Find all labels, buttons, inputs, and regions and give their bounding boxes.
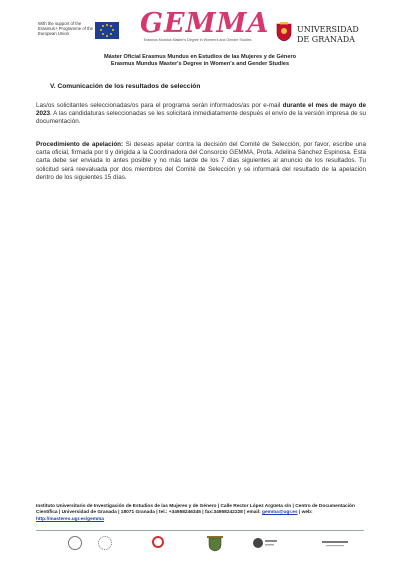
ugr-crest-icon bbox=[275, 22, 293, 42]
partner-crest-icon bbox=[205, 536, 225, 552]
partner-wordmark-icon bbox=[322, 536, 348, 550]
footer-address-text: Instituto Universitario de Investigación de Estudios de las Mujeres y de Género | Calle Rector López Argüeta s/n | Centro de Documentación Científica | Universidad de Granada | 18071 Granada | tel.: +34958246345 | fax:34958242228 | email: bbox=[36, 504, 355, 516]
partner-logo-2 bbox=[98, 536, 112, 552]
footer-web-label: | web: bbox=[297, 510, 313, 516]
partner-logo-6 bbox=[322, 536, 348, 552]
footer-web-link[interactable]: http://masteres.ugr.es/gemma bbox=[36, 516, 104, 522]
footer-divider bbox=[36, 530, 364, 531]
partner-logo-3 bbox=[152, 536, 164, 552]
eu-flag-icon bbox=[95, 22, 119, 39]
partner-logo-5 bbox=[252, 536, 278, 552]
section-title: V. Comunicación de los resultados de selección bbox=[50, 83, 201, 90]
results-paragraph bbox=[36, 102, 366, 127]
ugr-name bbox=[297, 25, 359, 44]
appeal-label: Procedimiento de apelación: bbox=[36, 141, 124, 148]
appeal-text: Si deseas apelar contra la decisión del Comité de Selección, por favor, escribe una carta oficial, firmada por ti y dirigida a la Coordinadora del Consorcio GEMMA, Profa. Adelina Sánchez Espinosa. Esta carta debe ser enviada lo antes posible y no más tarde de los 7 días siguientes al anuncio de los resultados. Tu solicitud será reevaluada por dos miembros del Comité de Selección y se informará del resultado de la apelación dentro de los siguientes 15 días. bbox=[36, 141, 366, 181]
header-title-en: Erasmus Mundus Master's Degree in Women's and Gender Studies bbox=[110, 60, 290, 67]
gemma-logo-word: GEMMA bbox=[140, 8, 270, 39]
eu-support-text: With the support of the Erasmus+ Programme of the European Union bbox=[38, 21, 94, 37]
partner-dots-icon bbox=[98, 536, 112, 550]
partner-seal-icon bbox=[68, 536, 82, 550]
results-text-c: . A las candidaturas seleccionadas se les solicitará inmediatamente después el envío de la versión impresa de su documentación. bbox=[36, 110, 366, 126]
ugr-name-line2: DE GRANADA bbox=[297, 34, 355, 44]
partner-ring-icon bbox=[152, 536, 164, 548]
partner-logo-4 bbox=[205, 536, 225, 552]
results-text-a: Las/os solicitantes seleccionadas/os para el programa serán informados/as por e-mail bbox=[36, 102, 283, 109]
header-title-es: Máster Oficial Erasmus Mundus en Estudios de las Mujeres y de Género bbox=[103, 54, 297, 60]
partner-emblem-icon bbox=[252, 536, 278, 550]
footer-email-link[interactable]: gemma@ugr.es bbox=[262, 510, 298, 516]
appeal-paragraph bbox=[36, 141, 366, 182]
page-header-title bbox=[0, 54, 400, 67]
gemma-logo-subtitle: Erasmus Mundus Master's Degree in Women's and Gender Studies bbox=[143, 38, 252, 42]
results-deadline: durante el mes de mayo de 2023 bbox=[36, 102, 366, 118]
partner-logo-1 bbox=[68, 536, 82, 552]
ugr-name-line1: UNIVERSIDAD bbox=[297, 25, 359, 34]
gemma-logo bbox=[140, 8, 270, 48]
footer-address bbox=[36, 504, 366, 523]
